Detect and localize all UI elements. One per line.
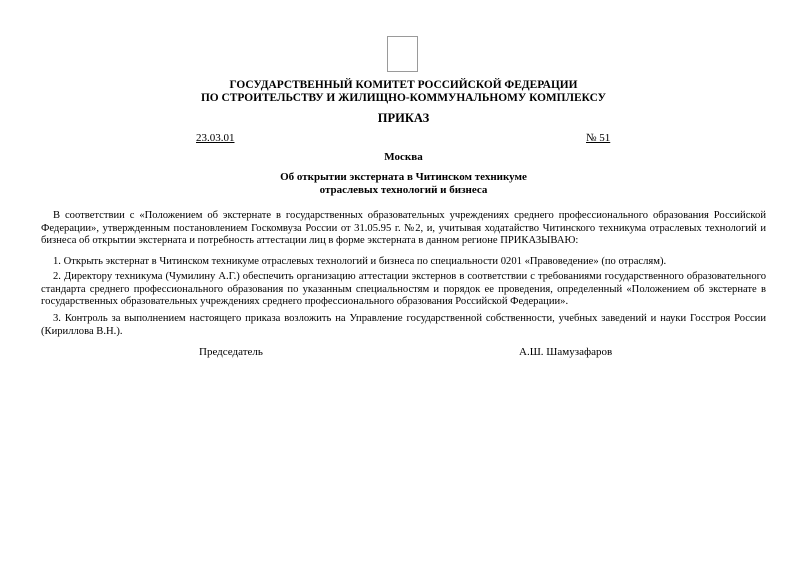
order-subject-line-2: отраслевых технологий и бизнеса <box>319 184 488 196</box>
order-date: 23.03.01 <box>196 132 235 144</box>
order-item-2: 2. Директору техникума (Чумилину А.Г.) обеспечить организацию аттестации экстернов в соответствии с требованиями государственного образовательного стандарта среднего профессионального образования по указанным специальностям и порядок ее проведения, определенный «Положением об экстернате в государственных образовательных учреждениях среднего профессионального образования Российской Федерации». <box>41 271 766 308</box>
order-item-1: 1. Открыть экстернат в Читинском техникуме отраслевых технологий и бизнеса по специальности 0201 «Правоведение» (по отраслям). <box>53 256 667 267</box>
coat-of-arms-icon <box>387 36 418 72</box>
order-item-3: 3. Контроль за выполнением настоящего приказа возложить на Управление государственной собственности, учебных заведений и науки Госстроя России (Кириллова В.Н.). <box>41 313 766 337</box>
signer-name: А.Ш. Шамузафаров <box>519 346 613 358</box>
organization-name-line-1: ГОСУДАРСТВЕННЫЙ КОМИТЕТ РОССИЙСКОЙ ФЕДЕРАЦИИ <box>229 79 578 91</box>
city: Москва <box>384 151 423 163</box>
document-type-title: ПРИКАЗ <box>377 111 430 125</box>
organization-name-line-2: ПО СТРОИТЕЛЬСТВУ И ЖИЛИЩНО-КОММУНАЛЬНОМУ КОМПЛЕКСУ <box>200 92 607 104</box>
signer-title: Председатель <box>199 346 263 358</box>
preamble-paragraph: В соответствии с «Положением об экстернате в государственных образовательных учреждениях среднего профессионального образования Российской Федерации», утвержденным постановлением Госкомвуза России от 31.05.95 г. №2, и, учитывая ходатайство Читинского техникума отраслевых технологий и бизнеса об открытии экстерната и потребность аттестации лиц в форме экстерната в данном регионе ПРИКАЗЫВАЮ: <box>41 210 766 247</box>
order-number: № 51 <box>586 132 611 144</box>
order-subject-line-1: Об открытии экстерната в Читинском техникуме <box>280 171 527 183</box>
